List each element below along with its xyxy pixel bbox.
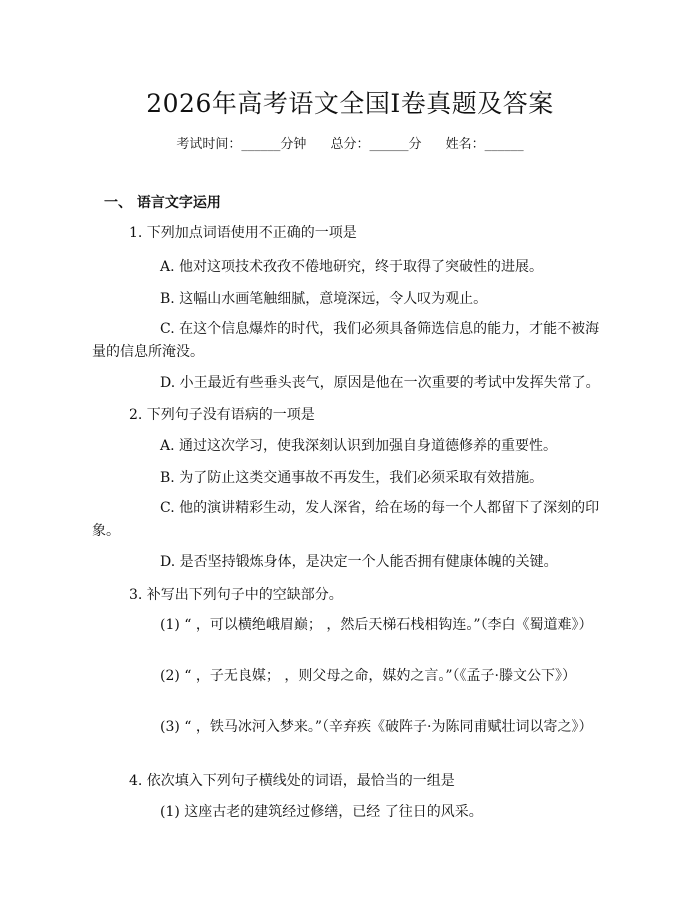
question-option: C. 在这个信息爆炸的时代，我们必须具备筛选信息的能力，才能不被海量的信息所淹没。 [92,321,600,360]
question-option: (1) 这座古老的建筑经过修缮，已经 了往日的风采。 [160,804,483,820]
question-option: B. 这幅山水画笔触细腻，意境深远，令人叹为观止。 [160,291,488,307]
question-option: D. 小王最近有些垂头丧气，原因是他在一次重要的考试中发挥失常了。 [160,375,600,391]
exam-time-field: 考试时间：______分钟 [176,137,307,152]
question-option: (2) “ ，子无良媒； ，则父母之命，媒妁之言。”（《孟子·滕文公下》） [160,668,576,684]
name-field: 姓名：______ [445,137,524,152]
question-stem: 3. 补写出下列句子中的空缺部分。 [129,587,343,603]
question-option: D. 是否坚持锻炼身体，是决定一个人能否拥有健康体魄的关键。 [160,554,558,570]
section-heading: 一、 语言文字运用 [104,195,221,211]
exam-meta [0,133,700,152]
question-option: (1) “ ，可以横绝峨眉巅； ，然后天梯石栈相钩连。”（李白《蜀道难》） [160,617,593,633]
total-score-field: 总分：______分 [330,137,422,152]
question-option: A. 他对这项技术孜孜不倦地研究，终于取得了突破性的进展。 [160,259,544,275]
question-stem: 4. 依次填入下列句子横线处的词语，最恰当的一组是 [129,773,455,789]
question-option: C. 他的演讲精彩生动，发人深省，给在场的每一个人都留下了深刻的印象。 [92,500,600,539]
question-option: A. 通过这次学习，使我深刻认识到加强自身道德修养的重要性。 [160,438,558,454]
page-title: 2026年高考语文全国Ⅰ卷真题及答案 [146,89,554,118]
question-stem: 1. 下列加点词语使用不正确的一项是 [129,225,357,241]
question-stem: 2. 下列句子没有语病的一项是 [129,407,315,423]
question-option: (3) “ ，铁马冰河入梦来。”（辛弃疾《破阵子·为陈同甫赋壮词以寄之》） [160,719,593,735]
question-option: B. 为了防止这类交通事故不再发生，我们必须采取有效措施。 [160,470,544,486]
